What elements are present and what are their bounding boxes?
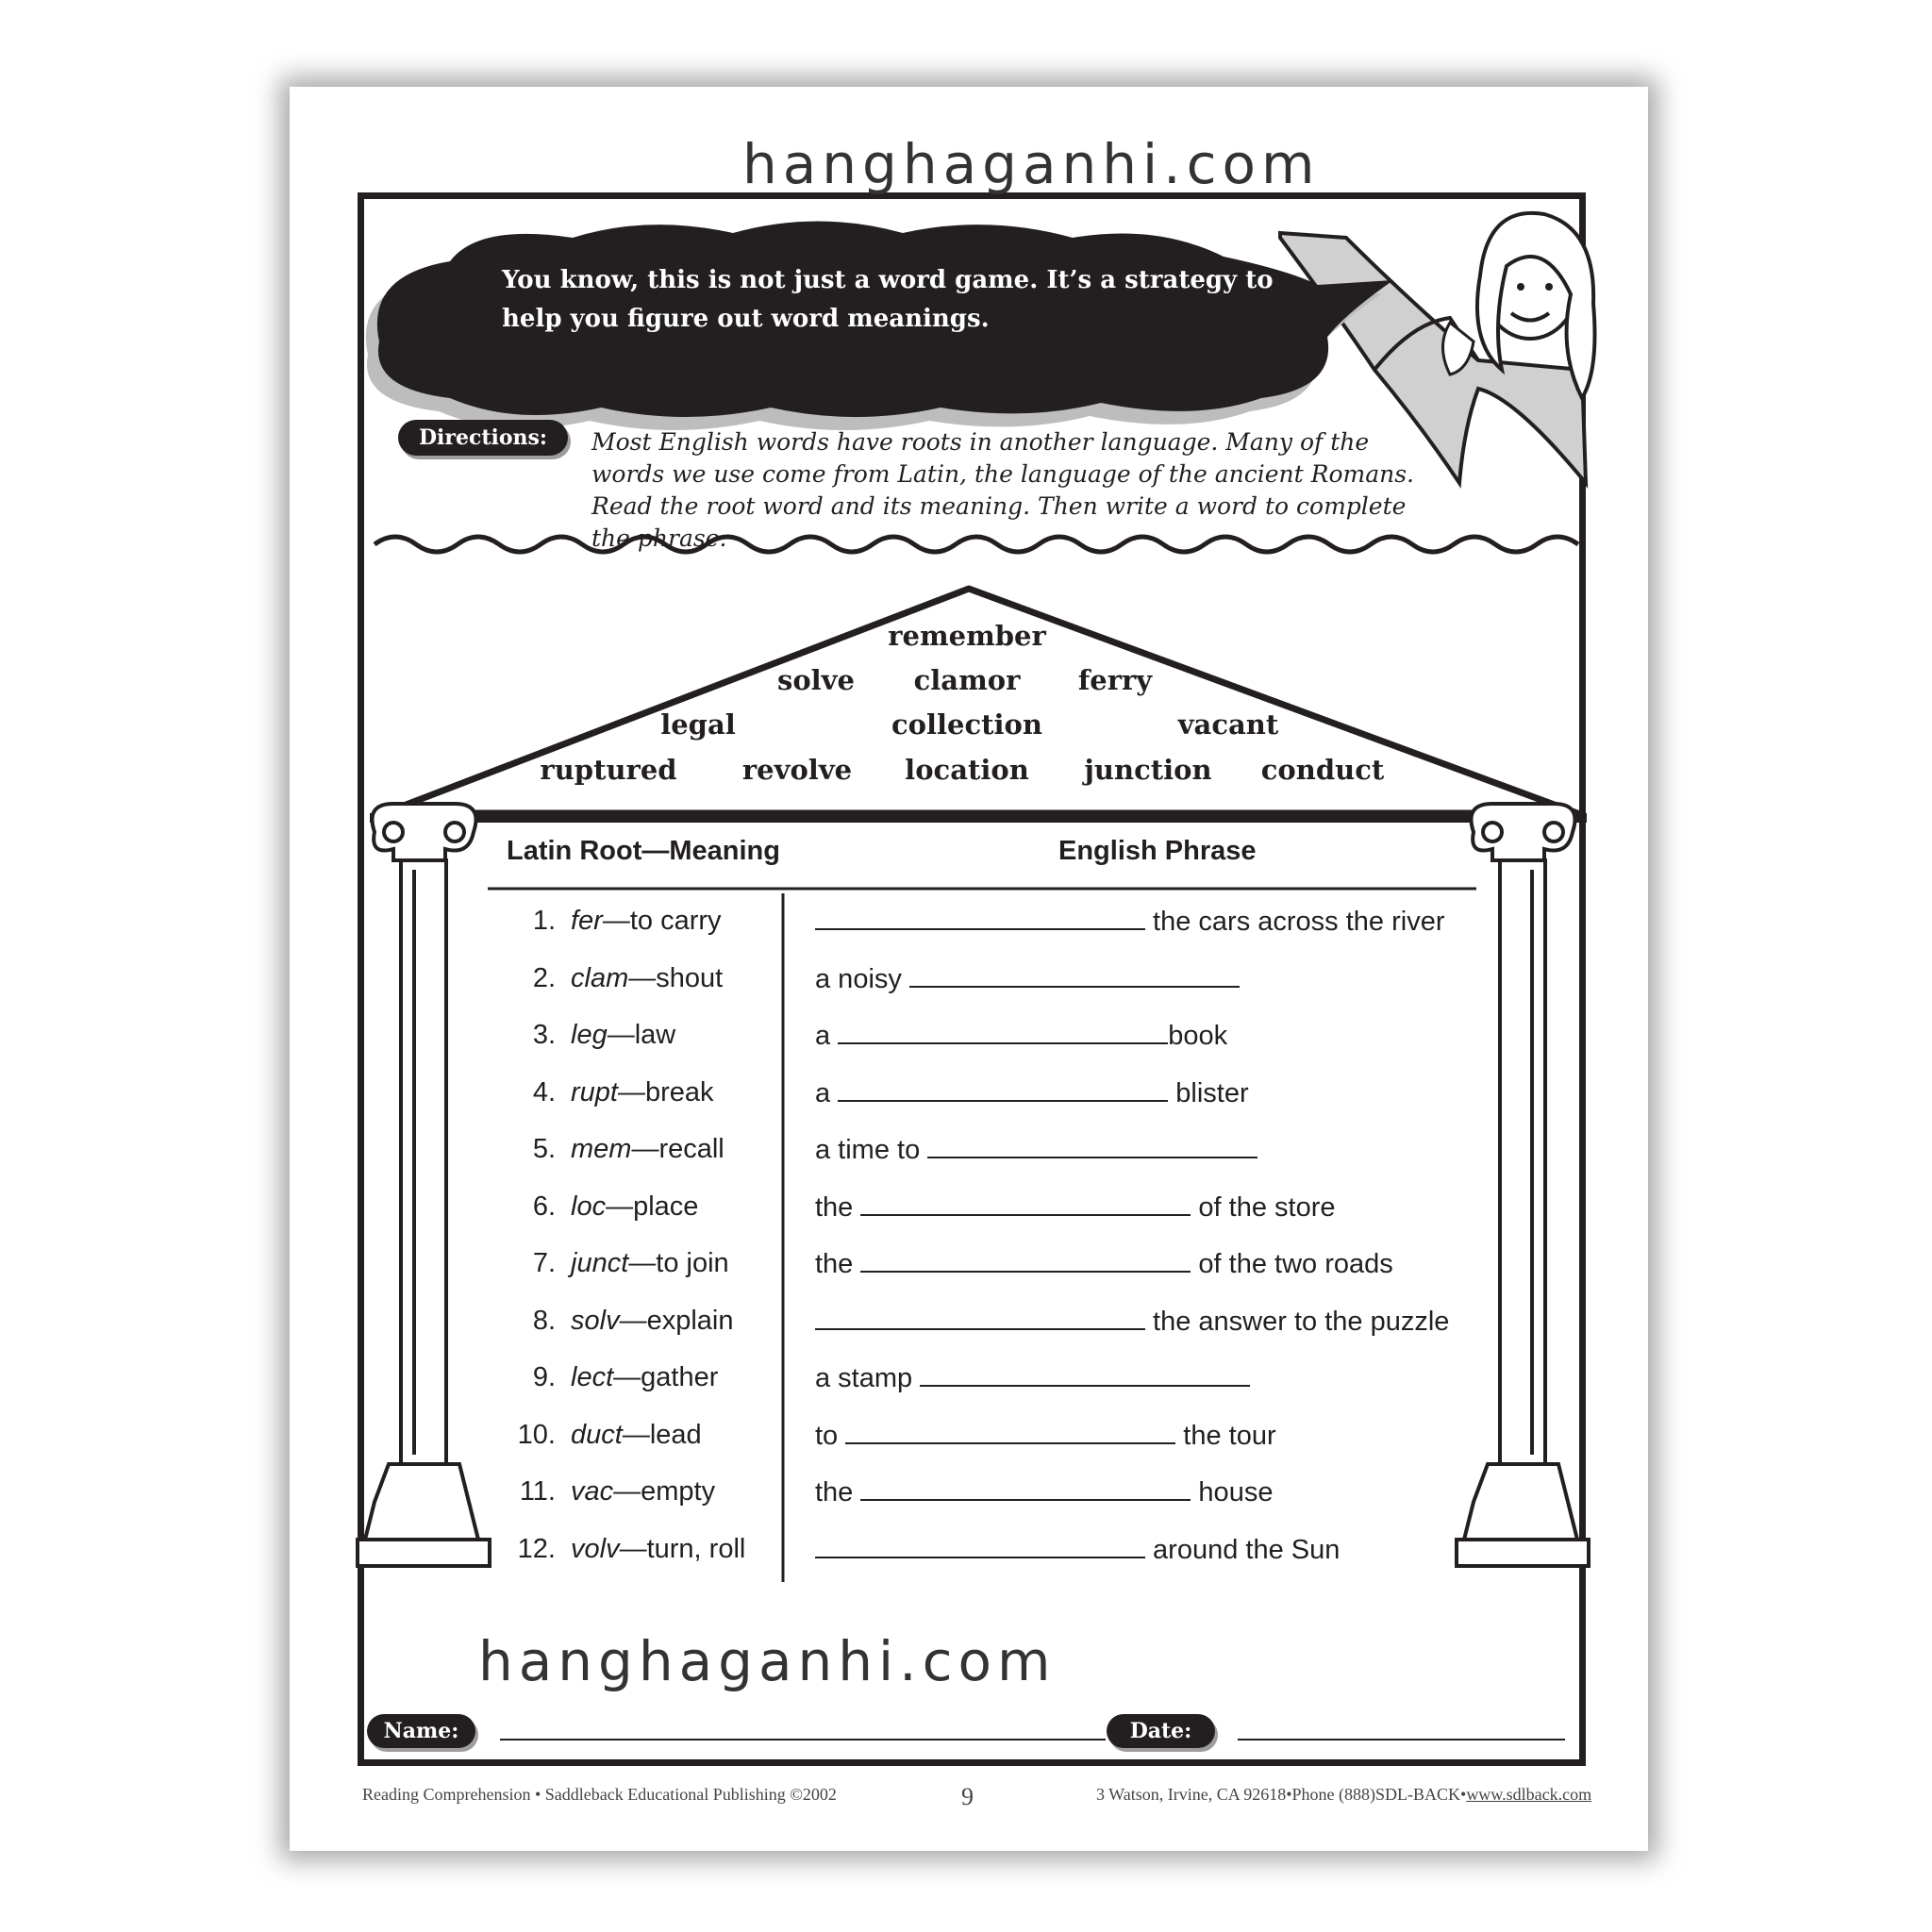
latin-root: [571, 1306, 733, 1337]
english-phrase: [815, 1476, 1273, 1508]
column-header-english-phrase: English Phrase: [1058, 836, 1257, 866]
table-row: [290, 1306, 1648, 1343]
root-word: leg: [571, 1020, 608, 1050]
table-row: [290, 1420, 1648, 1457]
english-phrase: [815, 1534, 1340, 1566]
root-meaning: —gather: [613, 1362, 719, 1392]
root-word: clam: [571, 962, 629, 993]
answer-blank[interactable]: [838, 1077, 1168, 1102]
row-number: 6.: [532, 1191, 556, 1222]
watermark-bottom: hanghaganhi.com: [478, 1629, 1057, 1693]
latin-root: [571, 1476, 715, 1507]
footer-right: [1096, 1785, 1591, 1805]
phrase-after: the answer to the puzzle: [1145, 1306, 1450, 1337]
row-number: 7.: [532, 1248, 556, 1278]
root-word: loc: [571, 1191, 607, 1222]
footer-address: 3 Watson, Irvine, CA 92618•Phone (888)SDL-BACK•: [1096, 1785, 1467, 1804]
root-word: fer: [571, 906, 603, 936]
phrase-after: blister: [1168, 1077, 1249, 1108]
row-number: 9.: [532, 1362, 556, 1392]
phrase-after: of the two roads: [1191, 1249, 1393, 1279]
root-meaning: —lead: [622, 1419, 702, 1450]
word-bank-item: remember: [888, 620, 1046, 652]
row-number: 10.: [517, 1419, 556, 1450]
word-bank-item: clamor: [913, 664, 1021, 696]
phrase-before: a time to: [815, 1135, 928, 1165]
phrase-after: around the Sun: [1145, 1534, 1341, 1565]
word-bank-item: junction: [1084, 754, 1212, 786]
phrase-before: the: [815, 1191, 861, 1223]
table-row: [290, 1020, 1648, 1058]
row-number: 5.: [532, 1134, 556, 1164]
table-row: [290, 1476, 1648, 1514]
root-word: volv: [571, 1533, 620, 1564]
row-number: 3.: [532, 1020, 556, 1050]
directions-text: Most English words have roots in another language. Many of the words we use come from Latin, the language of the ancient Romans. Read the root word and its meaning. Then write a word to complete the phrase.: [591, 428, 1414, 552]
root-meaning: —shout: [628, 962, 724, 993]
latin-root: [571, 1020, 675, 1051]
directions-label: Directions:: [398, 420, 568, 456]
phrase-after: of the store: [1191, 1191, 1336, 1223]
watermark-top: hanghaganhi.com: [742, 132, 1321, 196]
answer-blank[interactable]: [909, 963, 1240, 988]
row-number: 11.: [519, 1476, 556, 1507]
latin-root: [571, 1191, 698, 1223]
word-bank-item: collection: [891, 708, 1042, 741]
word-bank-item: vacant: [1177, 708, 1279, 741]
phrase-before: to: [815, 1420, 846, 1451]
root-meaning: —law: [607, 1020, 676, 1050]
root-meaning: —to carry: [602, 906, 722, 936]
table-row: [290, 1134, 1648, 1172]
answer-blank[interactable]: [927, 1134, 1257, 1158]
root-word: solv: [571, 1305, 620, 1336]
english-phrase: [815, 906, 1445, 938]
root-meaning: —place: [606, 1191, 699, 1222]
root-meaning: —recall: [631, 1134, 724, 1164]
table-row: [290, 906, 1648, 943]
word-bank-item: ruptured: [540, 754, 677, 786]
phrase-before: the: [815, 1477, 861, 1507]
phrase-after: the tour: [1175, 1420, 1276, 1451]
answer-blank[interactable]: [860, 1248, 1191, 1273]
english-phrase: [815, 1077, 1249, 1109]
footer-url-link[interactable]: www.sdlback.com: [1466, 1785, 1592, 1804]
word-bank-item: legal: [660, 708, 736, 741]
worksheet-page: [290, 87, 1648, 1851]
latin-root: [571, 1248, 729, 1279]
word-bank-item: conduct: [1260, 754, 1385, 786]
english-phrase: [815, 1191, 1336, 1224]
table-row: [290, 963, 1648, 1001]
table-row: [290, 1248, 1648, 1286]
row-number: 1.: [532, 906, 556, 936]
root-meaning: —to join: [628, 1248, 729, 1278]
row-number: 4.: [532, 1076, 556, 1108]
row-number: 2.: [532, 962, 556, 993]
answer-blank[interactable]: [860, 1191, 1191, 1216]
answer-blank[interactable]: [920, 1362, 1250, 1387]
phrase-before: a stamp: [815, 1363, 921, 1393]
name-label: Name:: [367, 1714, 475, 1748]
root-word: vac: [571, 1476, 614, 1507]
root-word: lect: [571, 1362, 614, 1392]
root-word: mem: [571, 1134, 632, 1164]
answer-blank[interactable]: [815, 906, 1145, 930]
row-number: 8.: [532, 1305, 556, 1336]
table-row: [290, 1362, 1648, 1400]
word-bank-item: ferry: [1077, 664, 1153, 696]
phrase-before: a: [815, 1077, 839, 1108]
english-phrase: [815, 1020, 1227, 1052]
root-meaning: —turn, roll: [619, 1533, 746, 1564]
column-header-latin-root: Latin Root—Meaning: [507, 836, 780, 866]
phrase-before: a noisy: [815, 963, 909, 994]
latin-root: [571, 1362, 718, 1393]
root-meaning: —break: [617, 1076, 714, 1108]
row-number: 12.: [517, 1533, 556, 1564]
latin-root: [571, 1077, 714, 1108]
table-row: [290, 1191, 1648, 1229]
english-phrase: [815, 1134, 1257, 1166]
table-row: [290, 1534, 1648, 1572]
answer-blank[interactable]: [860, 1476, 1191, 1501]
answer-blank[interactable]: [838, 1020, 1168, 1044]
page-number: 9: [961, 1783, 974, 1810]
english-phrase: [815, 1420, 1276, 1452]
root-meaning: —empty: [613, 1476, 716, 1507]
latin-root: [571, 906, 722, 937]
footer-left: Reading Comprehension • Saddleback Educational Publishing ©2002: [362, 1785, 837, 1804]
word-bank-item: revolve: [741, 754, 853, 786]
latin-root: [571, 1134, 724, 1165]
english-phrase: [815, 963, 1240, 995]
word-bank-item: location: [905, 754, 1029, 786]
latin-root: [571, 963, 723, 994]
phrase-after: the cars across the river: [1145, 907, 1445, 937]
root-meaning: —explain: [619, 1305, 734, 1336]
latin-root: [571, 1534, 745, 1565]
answer-blank[interactable]: [815, 1306, 1145, 1330]
english-phrase: [815, 1362, 1250, 1394]
english-phrase: [815, 1306, 1449, 1338]
root-word: rupt: [571, 1076, 618, 1108]
table-row: [290, 1077, 1648, 1115]
phrase-before: the: [815, 1249, 861, 1279]
phrase-before: a: [815, 1021, 839, 1051]
speech-bubble-text: You know, this is not just a word game. It’s a strategy to help you figure out word meanings.: [502, 266, 1274, 333]
answer-blank[interactable]: [845, 1420, 1175, 1444]
word-bank-item: solve: [777, 664, 855, 696]
latin-root: [571, 1420, 702, 1451]
phrase-after: house: [1191, 1477, 1274, 1507]
date-label: Date:: [1107, 1714, 1215, 1748]
root-word: junct: [571, 1248, 629, 1278]
answer-blank[interactable]: [815, 1534, 1145, 1558]
phrase-after: book: [1168, 1021, 1228, 1051]
english-phrase: [815, 1248, 1393, 1280]
root-word: duct: [571, 1419, 623, 1450]
